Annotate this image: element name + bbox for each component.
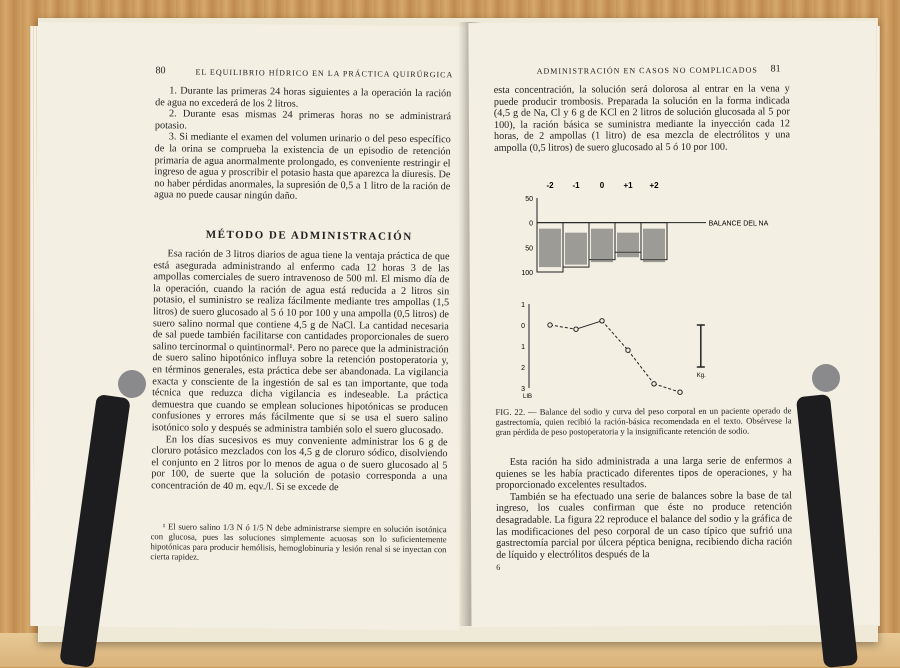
bottom-y-unit: LIB — [523, 394, 533, 400]
scale-label: Kg. — [696, 373, 706, 379]
bottom-y-tick-label: 3 — [521, 386, 525, 393]
list-item: 3. Si mediante el examen del volumen urinario o del peso específico de la orina se comprueba la existencia de un episodio de retención primaria de agua anormalmente prolongado, es conveniente restringir el ingreso de agua y proscribir el potasio hasta que aparezca la diuresis. De no haber pérdidas anormales, la supresión de 0,5 a 1 litro de la ración de agua no puede causar ningún daño. — [154, 131, 451, 203]
top-y-tick-label: 100 — [521, 270, 533, 277]
right-clamp-knob — [812, 364, 840, 392]
weight-point — [548, 323, 552, 327]
bottom-y-tick-label: 0 — [521, 323, 525, 330]
weight-point — [574, 327, 578, 331]
weight-curve-segment — [602, 321, 628, 350]
paragraph: Esa ración de 3 litros diarios de agua tiene la ventaja práctica de que está asegurada administrando al enfermo cada 12 horas 3 de las ampollas comerciales de suero intravenoso de 500 ml. El mismo día de la operación, cuando la ración de agua está reducida a 2 litros sin potasio, el suministro se realiza fácilmente mediante tres ampollas (1,5 litros) de suero glucosado al 5 ó 10 por 100 y una ampolla (0,5 litros) de suero salino normal que contiene 4,5 g de NaCl. La cantidad necesaria de sal puede también facilitarse con cantidades proporcionales de suero salino tercinormal o quintinormal¹. Pero no parece que la administración de suero salino hipotónico influya sobre la retención postoperatoria y, en términos generales, esta práctica debe ser abandonada. La vigilancia exacta y consciente de la ingestión de sal es tan importante, que toda técnica que reduzca dicha vigilancia es indeseable. La práctica demuestra que cuando se emplean soluciones hipotónicas se producen confusiones y errores más fácilmente que si se usa el suero salino isotónico solo y después se administra también solo el suero glucosado. — [151, 248, 450, 437]
paragraph: También se ha efectuado una serie de balances sobre la base de tal ingreso, los cuales confirman que éste no produce retención desagradable. La figura 22 reproduce el balance del sodio y la gráfica de las modificaciones del peso corporal de un caso típico que sufrió una gastrectomía parcial por úlcera péptica benigna, recibiendo dicha ración de líquido y electrólitos después de la — [495, 490, 793, 561]
paragraph: En los días sucesivos es muy conveniente administrar los 6 g de cloruro potásico mezclados con los 4,5 g de cloruro sódico, disolviendo el conjunto en 2 litros por lo menos de agua o de suero glucosado al 5 por 100, de suerte que la solución de potasio corresponda a una concentración de 40 m. eqv./l. Si se excede de — [151, 433, 448, 494]
top-y-tick-label: 50 — [525, 196, 533, 203]
left-page-number: 80 — [155, 65, 166, 77]
right-running-head: ADMINISTRACIÓN EN CASOS NO COMPLICADOS — [536, 65, 758, 76]
right-body-bottom — [496, 455, 793, 561]
bottom-y-tick-label: 2 — [521, 365, 525, 372]
right-body-top — [494, 83, 790, 154]
top-y-tick-label: 0 — [529, 220, 533, 228]
weight-curve-segment — [576, 321, 602, 329]
footnote-text: ¹ El suero salino 1/3 N ó 1/5 N debe administrarse siempre en solución isotónica con glucosa, pues las soluciones simplemente acuosas son lo suficientemente hipotónicas para producir hemólisis, hemoglobinuria y lesión renal si se inyectan con cierta rapidez. — [150, 521, 447, 562]
weight-curve-segment — [628, 350, 654, 384]
left-clamp-knob — [118, 370, 146, 398]
figure-caption: FIG. 22. — Balance del sodio y curva del peso corporal en un paciente operado de gastrectomía, quien recibió la ración-básica recomendada en el texto. Obsérvese la gran pérdida de peso postoperatoria y la insignificante retención de sodio. — [495, 405, 792, 437]
list-item: 2. Durante esas mismas 24 primeras horas no se administrará potasio. — [154, 108, 452, 132]
x-tick-label: -1 — [572, 181, 580, 190]
weight-curve-segment — [550, 325, 576, 329]
weight-curve-segment — [654, 384, 680, 392]
weight-point — [626, 348, 630, 352]
signature-mark: 6 — [496, 562, 501, 572]
x-tick-label: -2 — [546, 181, 554, 190]
figure-22-chart — [495, 176, 769, 406]
figure-22-svg — [495, 176, 769, 406]
section-heading: MÉTODO DE ADMINISTRACIÓN — [205, 228, 413, 243]
x-tick-label: +2 — [649, 181, 659, 190]
weight-point — [600, 319, 604, 323]
bottom-y-tick-label: 1 — [521, 344, 525, 351]
top-y-tick-label: 50 — [525, 245, 533, 253]
left-running-head: EL EQUILIBRIO HÍDRICO EN LA PRÁCTICA QUIRÚRGICA — [195, 67, 454, 80]
output-bar — [591, 229, 613, 262]
list-item: 1. Durante las primeras 24 horas siguientes a la operación la ración de agua no excederá de los 2 litros. — [155, 85, 452, 110]
x-tick-label: 0 — [599, 181, 605, 190]
weight-point — [678, 390, 682, 394]
output-bar — [565, 233, 587, 265]
x-tick-label: +1 — [623, 181, 633, 190]
bottom-y-tick-label: 1 — [521, 302, 525, 309]
output-bar — [643, 229, 665, 262]
left-body-text — [151, 248, 450, 495]
paragraph: Esta ración ha sido administrada a una larga serie de enfermos a quienes se les había practicado diferentes tipos de operaciones, y ha proporcionado excelentes resultados. — [495, 455, 792, 492]
right-page-number: 81 — [770, 63, 781, 75]
paragraph: esta concentración, la solución será dolorosa al entrar en la vena y puede producir trombosis. Preparada la solución en la forma indicada (4,5 g de Na, Cl y 6 g de KCl en 2 litros de solución glucosada al 5 por 100), la ración básica se suministra mediante la inyección cada 12 horas, de 2 ampollas (1 litro) de esa mezcla de electrólitos y una ampolla (0,5 litros) de suero glucosado al 5 ó 10 por 100. — [493, 83, 791, 154]
left-numbered-list — [154, 85, 451, 204]
footnote — [150, 521, 446, 564]
weight-point — [652, 382, 656, 386]
output-bar — [539, 229, 561, 267]
output-bar — [617, 233, 639, 258]
top-panel-label: BALANCE DEL NA — [708, 220, 769, 228]
